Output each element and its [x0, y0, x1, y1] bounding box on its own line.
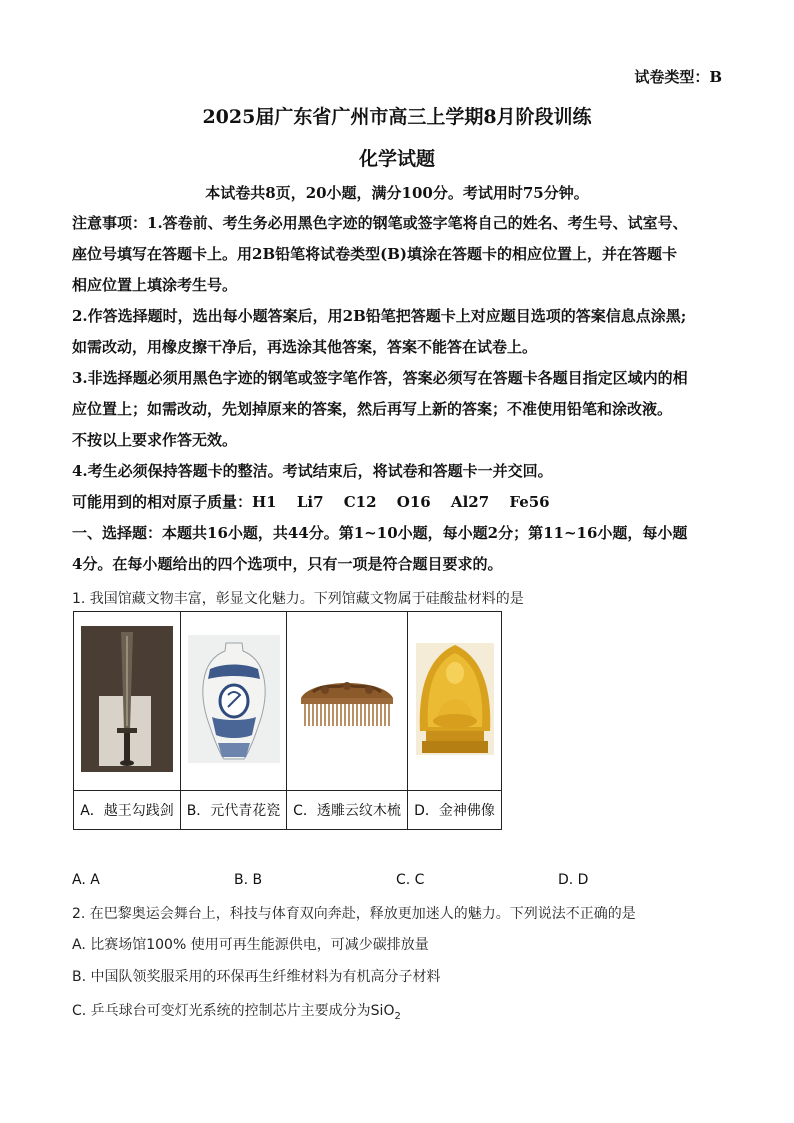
golden-buddha-image	[416, 643, 494, 755]
note-1-line-1: 注意事项：1.答卷前、考生务必用黑色字迹的钢笔或签字笔将自己的姓名、考生号、试室号、	[72, 214, 688, 232]
item-a-caption: A．越王勾践剑	[74, 791, 181, 830]
q2-option-a: A. 比赛场馆100% 使用可再生能源供电，可减少碳排放量	[72, 937, 429, 953]
sword-image	[81, 626, 173, 772]
porcelain-vase-image	[188, 635, 280, 763]
q1-option-d: D. D	[558, 872, 589, 888]
sword-image-cell	[74, 612, 181, 791]
buddha-image-cell	[408, 612, 502, 791]
q1-option-a: A. A	[72, 872, 100, 888]
q2-option-b: B. 中国队领奖服采用的环保再生纤维材料为有机高分子材料	[72, 969, 441, 985]
item-d-caption: D．金神佛像	[408, 791, 502, 830]
note-3-line-2: 应位置上；如需改动，先划掉原来的答案，然后再写上新的答案；不准使用铅笔和涂改液。	[72, 400, 673, 418]
q2-option-c	[72, 1000, 401, 1022]
comb-image-cell	[287, 612, 408, 791]
item-b-caption: B．元代青花瓷	[181, 791, 287, 830]
item-c-caption: C．透雕云纹木梳	[287, 791, 408, 830]
note-1-line-3: 相应位置上填涂考生号。	[72, 276, 238, 294]
paper-type-label: 试卷类型：B	[634, 68, 722, 86]
note-4: 4.考生必须保持答题卡的整洁。考试结束后，将试卷和答题卡一并交回。	[72, 462, 553, 480]
note-2-line-2: 如需改动，用橡皮擦干净后，再选涂其他答案，答案不能答在试卷上。	[72, 338, 538, 356]
note-3-line-3: 不按以上要求作答无效。	[72, 431, 238, 449]
note-3-line-1: 3.非选择题必须用黑色字迹的钢笔或签字笔作答，答案必须写在答题卡各题目指定区域内的相	[72, 369, 688, 387]
porcelain-image-cell	[181, 612, 287, 791]
section-1-line-1: 一、选择题：本题共16小题，共44分。第1~10小题，每小题2分；第11~16小题，每小题	[72, 524, 688, 542]
atomic-masses: 可能用到的相对原子质量：H1 Li7 C12 O16 Al27 Fe56	[72, 493, 550, 511]
wooden-comb-image	[295, 668, 399, 730]
note-2-line-1: 2.作答选择题时，选出每小题答案后，用2B铅笔把答题卡上对应题目选项的答案信息点涂黑;	[72, 307, 687, 325]
q1-option-c: C. C	[396, 872, 425, 888]
exam-summary: 本试卷共8页，20小题，满分100分。考试用时75分钟。	[205, 184, 589, 202]
artifact-table	[73, 611, 502, 830]
section-1-line-2: 4分。在每小题给出的四个选项中，只有一项是符合题目要求的。	[72, 555, 503, 573]
subject-title: 化学试题	[358, 148, 435, 170]
q2-option-c-subscript: 2	[394, 1010, 401, 1022]
exam-title: 2025届广东省广州市高三上学期8月阶段训练	[202, 106, 592, 128]
q1-option-b: B. B	[234, 872, 263, 888]
q2-option-c-text: C. 乒乓球台可变灯光系统的控制芯片主要成分为SiO	[72, 1003, 395, 1019]
question-2-stem: 2. 在巴黎奥运会舞台上，科技与体育双向奔赴，释放更加迷人的魅力。下列说法不正确的是	[72, 906, 636, 922]
note-1-line-2: 座位号填写在答题卡上。用2B铅笔将试卷类型(B)填涂在答题卡的相应位置上，并在答题卡	[72, 245, 677, 263]
question-1-stem: 1. 我国馆藏文物丰富，彰显文化魅力。下列馆藏文物属于硅酸盐材料的是	[72, 591, 524, 607]
